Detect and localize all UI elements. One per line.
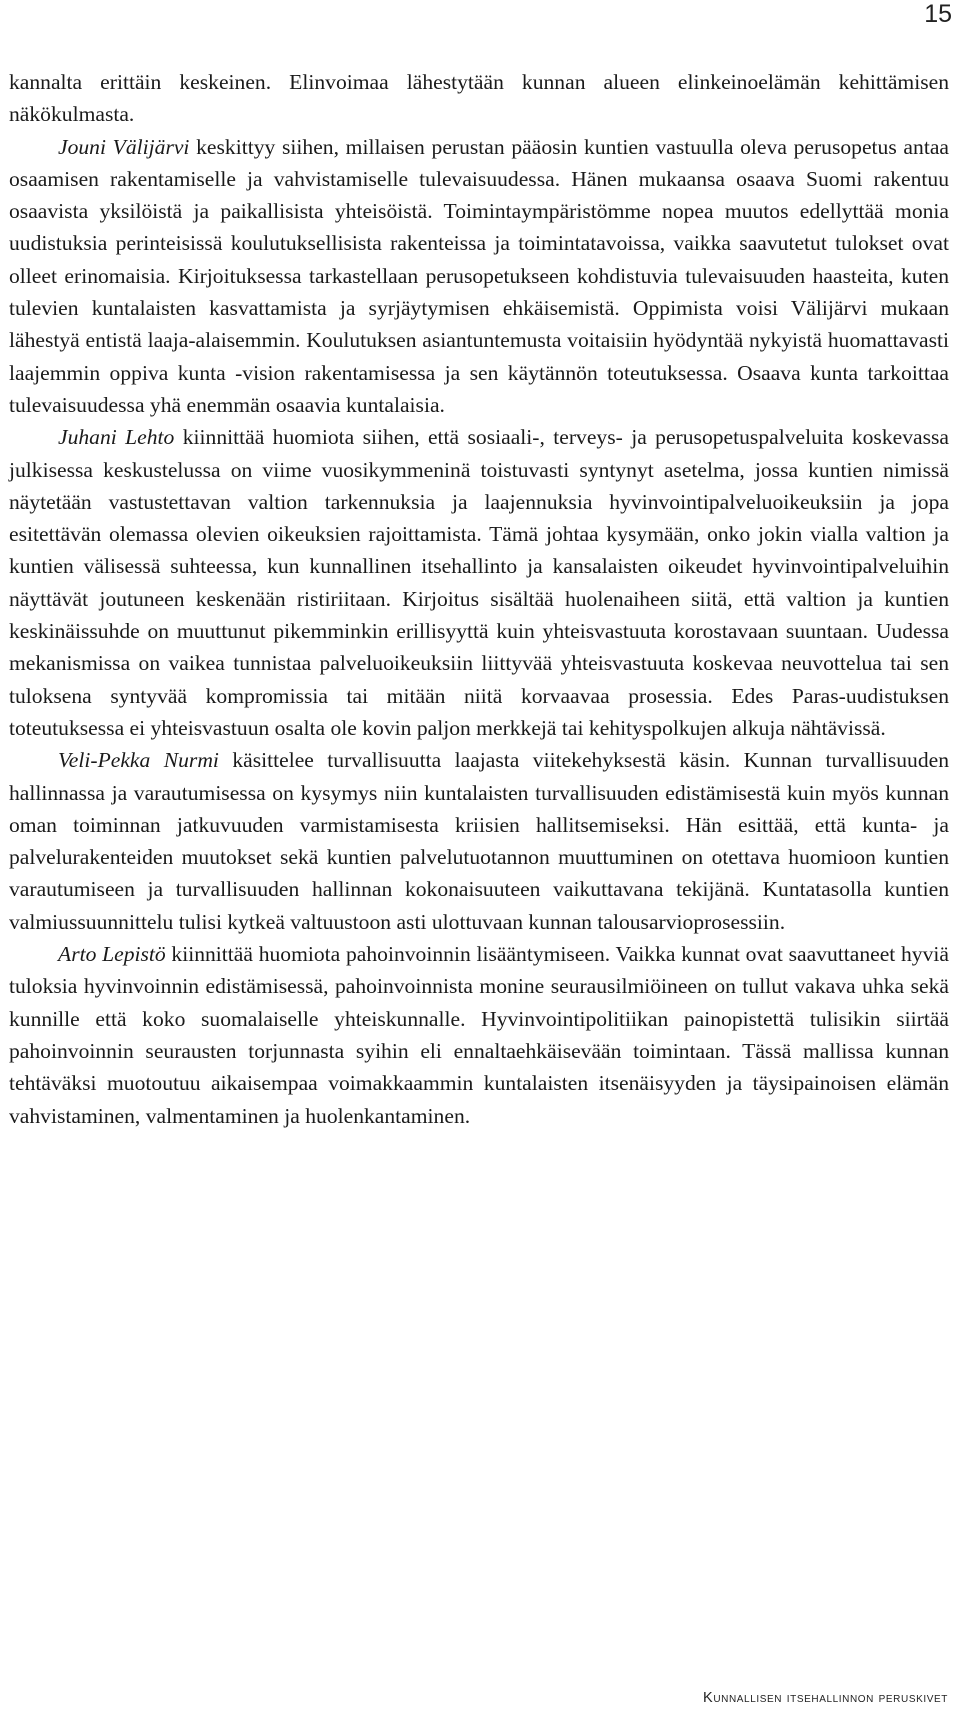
paragraph-lehto <box>9 421 949 744</box>
author-name: Veli-Pekka Nurmi <box>58 748 219 773</box>
page-number: 15 <box>924 0 952 28</box>
paragraph-valijarvi <box>9 131 949 422</box>
paragraph-intro <box>9 66 949 131</box>
paragraph-text: keskittyy siihen, millaisen perustan pääosin kuntien vastuulla oleva perusopetus antaa osaamisen rakentamiselle ja vahvistamiselle tulevaisuudessa. Hänen mukaansa osaava Suomi rakentuu osaavista yksilöistä ja paikallisista yhteisöistä. Toimintaympäristömme nopea muutos edellyttää monia uudistuksia perinteisissä koulutuksellisista rakenteissa ja toimintatavoissa, vaikka saavutetut tulokset ovat olleet erinomaisia. Kirjoituksessa tarkastellaan perusopetukseen kohdistuvia tulevaisuuden haasteita, kuten tulevien kuntalaisten kasvattamista ja syrjäytymisen ehkäisemistä. Oppimista voisi Välijärvi mukaan lähestyä entistä laaja-alaisemmin. Koulutuksen asiantuntemusta voitaisiin hyödyntää nykyistä huomattavasti laajemmin oppiva kunta -vision rakentamisessa ja sen käytännön toteutuksessa. Osaava kunta tarkoittaa tulevaisuudessa yhä enemmän osaavia kuntalaisia. <box>9 134 949 417</box>
author-name: Arto Lepistö <box>58 942 166 967</box>
paragraph-text: käsittelee turvallisuutta laajasta viitekehyksestä käsin. Kunnan turvallisuuden hallinnassa ja varautumisessa on kysymys niin kuntalaisten turvallisuuden edistämisestä kuin myös kunnan oman toiminnan jatkuvuuden varmistamisesta kriisien hallitsemiseksi. Hän esittää, että kunta- ja palvelurakenteiden muutokset sekä kuntien palvelutuotannon muuttuminen on otettava huomioon kuntien varautumiseen ja turvallisuuden hallinnan kokonaisuuteen vaikuttavana tekijänä. Kuntatasolla kuntien valmiussuunnittelu tulisi kytkeä valtuustoon asti ulottuvaan kunnan talousarvioprosessiin. <box>9 748 950 934</box>
paragraph-text: kannalta erittäin keskeinen. Elinvoimaa lähestytään kunnan alueen elinkeinoelämän kehittämisen näkökulmasta. <box>9 70 949 127</box>
paragraph-text: kiinnittää huomiota pahoinvoinnin lisääntymiseen. Vaikka kunnat ovat saavuttaneet hyviä tuloksia hyvinvoinnin edistämisessä, pahoinvoinnista monine seurausilmiöineen on tullut vakava uhka sekä kunnille että koko suomalaiselle yhteiskunnalle. Hyvinvointipolitiikan painopistettä tulisikin siirtää pahoinvoinnin seurausten torjunnasta syihin eli ennaltaehkäisevään toimintaan. Tässä mallissa kunnan tehtäväksi muotoutuu aikaisempaa voimakkaammin kuntalaisten itsenäisyyden ja täysipainoisen elämän vahvistaminen, valmentaminen ja huolenkantaminen. <box>9 942 949 1128</box>
running-footer: Kunnallisen itsehallinnon peruskivet <box>703 1690 948 1706</box>
author-name: Juhani Lehto <box>58 425 175 450</box>
paragraph-nurmi <box>9 744 949 938</box>
author-name: Jouni Välijärvi <box>58 134 190 159</box>
body-text <box>9 66 949 1132</box>
paragraph-text: kiinnittää huomiota siihen, että sosiaali-, terveys- ja perusopetuspalveluita koskevassa julkisessa keskustelussa on viime vuosikymmeninä toistuvasti syntynyt asetelma, jossa kuntien nimissä näytetään vastustettavan valtion tarkennuksia ja laajennuksia hyvinvointipalveluoikeuksiin ja jopa esitettävän olemassa olevien oikeuksien rajoittamista. Tämä johtaa kysymään, onko jokin vialla valtion ja kuntien välisessä suhteessa, kun kunnallinen itsehallinto ja kansalaisten oikeudet hyvinvointipalveluihin näyttävät joutuneen keskenään ristiriitaan. Kirjoitus sisältää huolenaiheen siitä, että valtion ja kuntien keskinäissuhde on muuttunut pikemminkin erillisyyttä kuin yhteisvastuuta korostavaan suuntaan. Uudessa mekanismissa on vaikea tunnistaa palveluoikeuksiin liittyvää yhteisvastuuta koskevaa neuvottelua tai sen tuloksena syntyvää kompromissia tai mitään niitä korvaavaa prosessia. Edes Paras-uudistuksen toteutuksessa ei yhteisvastuun osalta ole kovin paljon merkkejä tai kehityspolkujen alkuja nähtävissä. <box>9 425 949 740</box>
paragraph-lepisto <box>9 938 949 1132</box>
